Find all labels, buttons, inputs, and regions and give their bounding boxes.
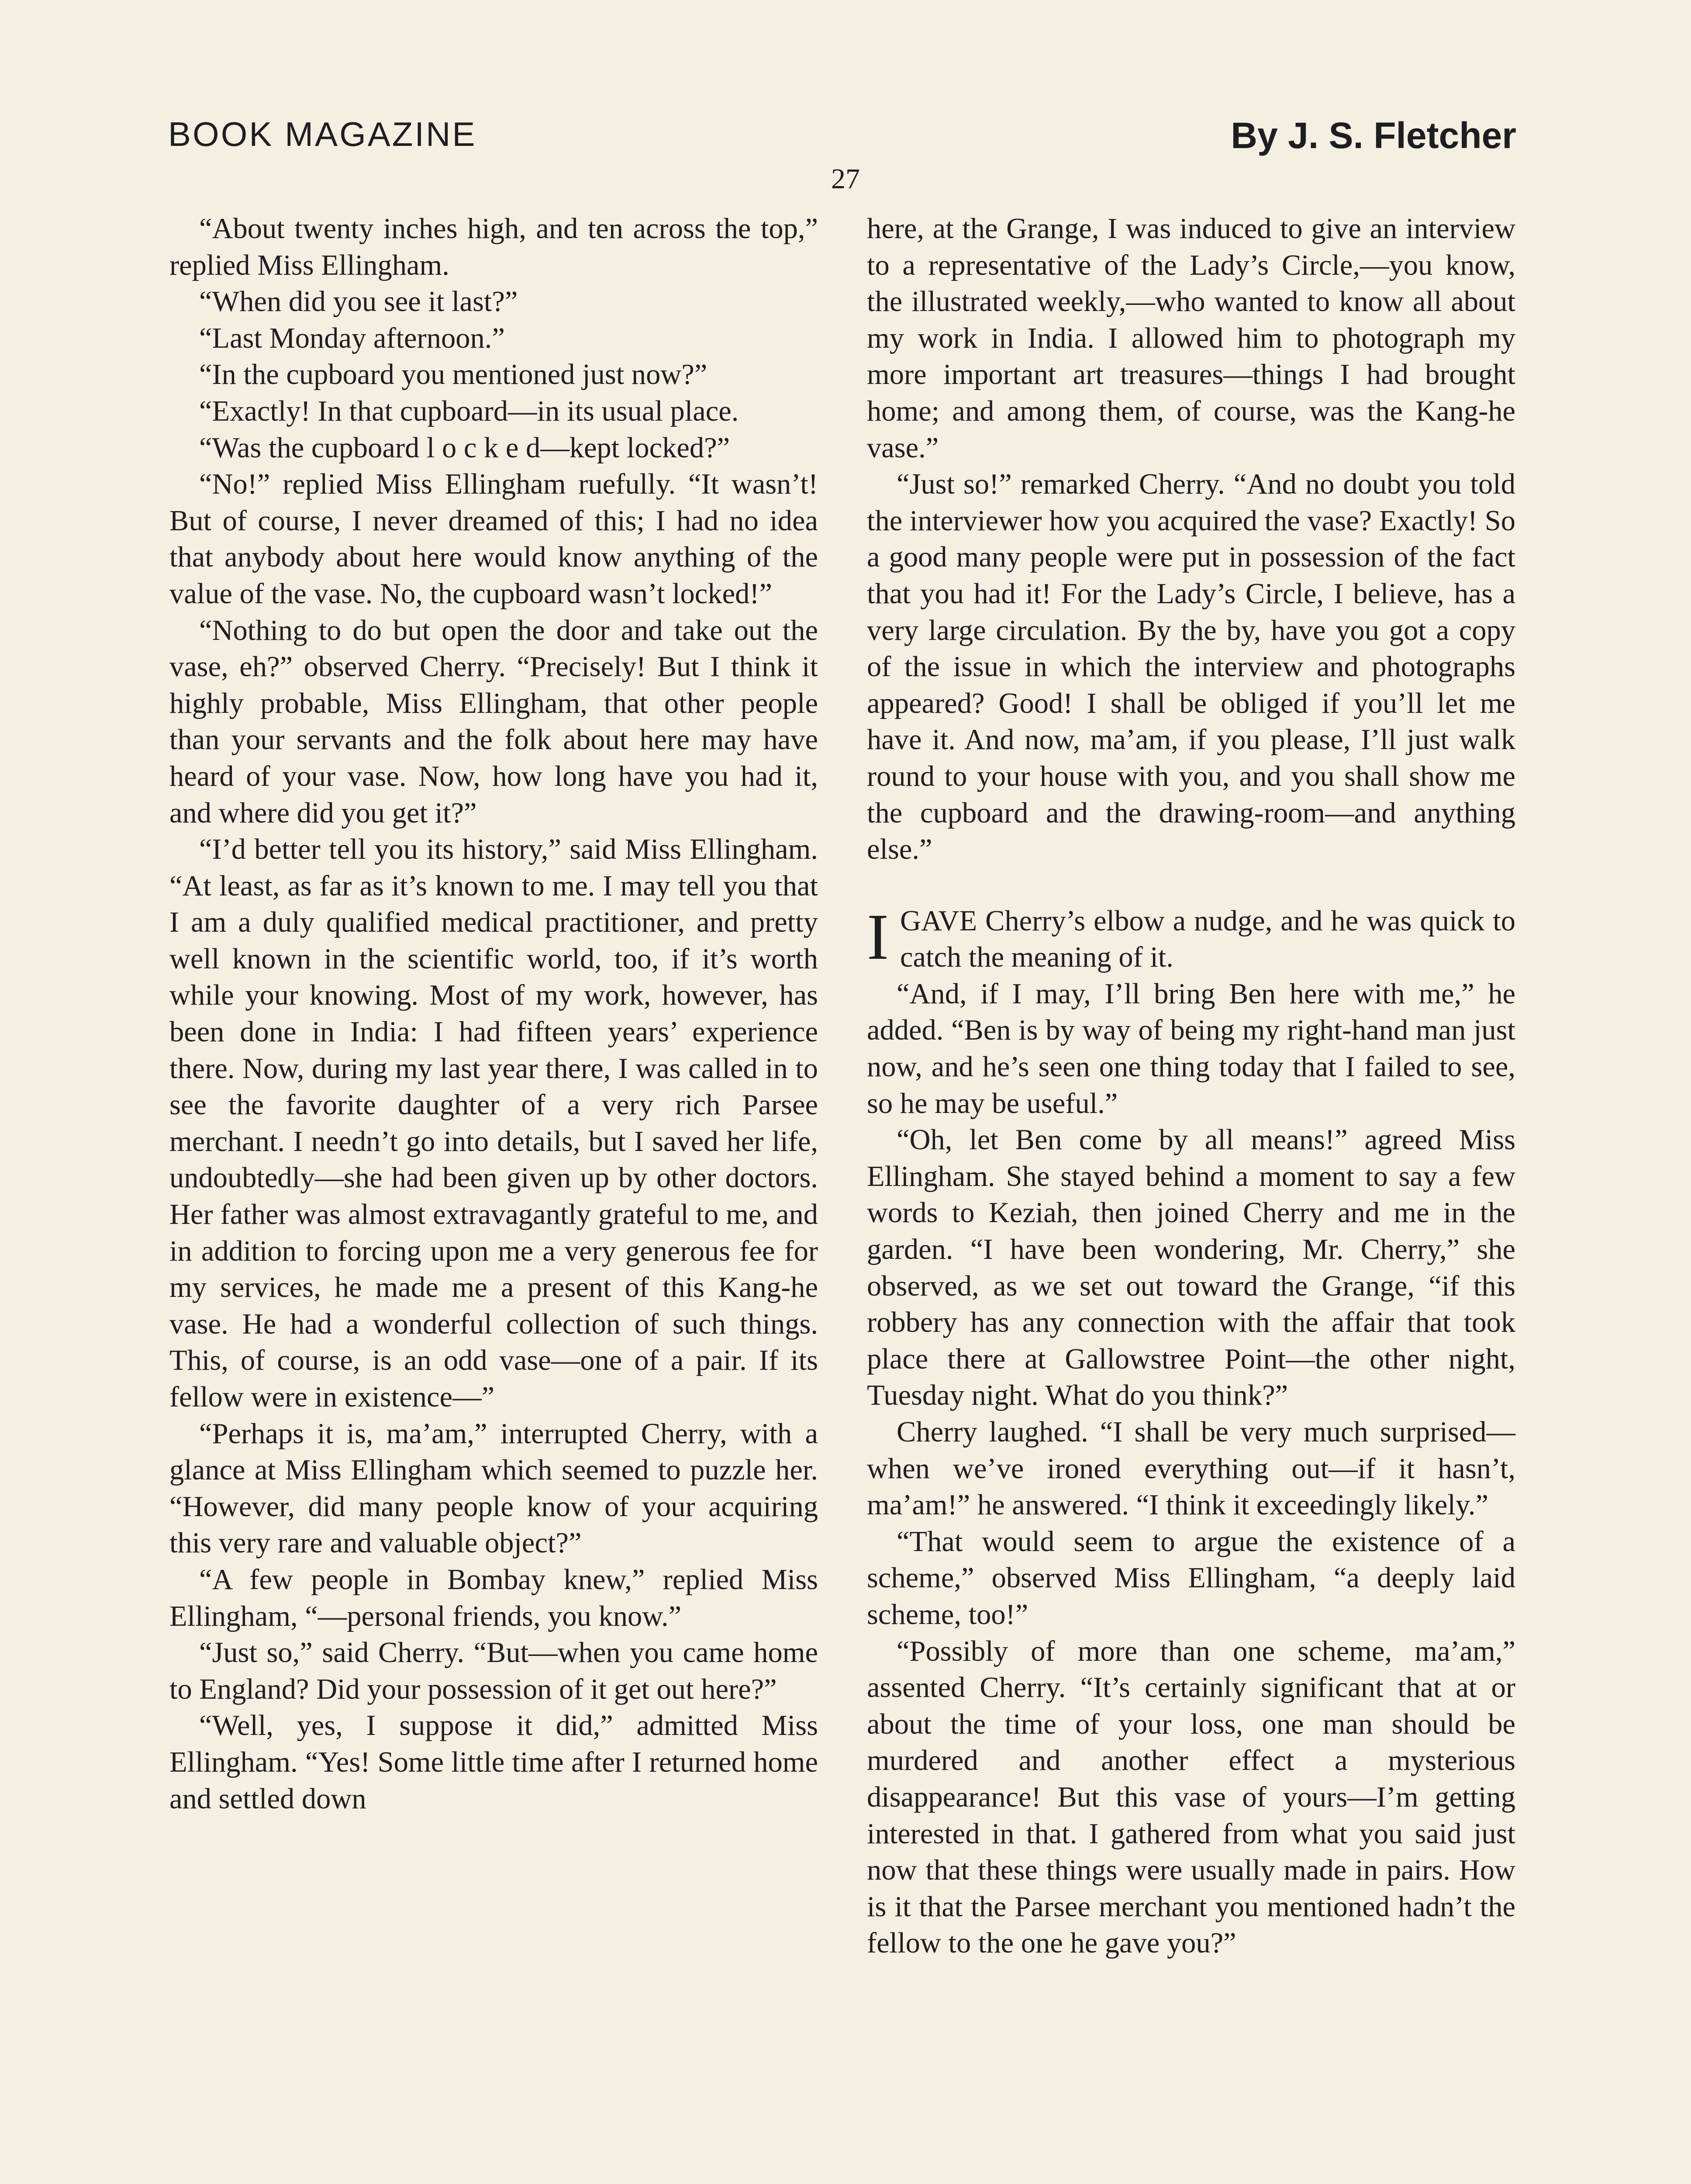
left-column bbox=[169, 211, 818, 1817]
paragraph: “Exactly! In that cupboard—in its usual place. bbox=[199, 395, 739, 427]
paragraph: here, at the Grange, I was induced to give an interview to a representative of the Lady’s Circle,—you know, the illustrated weekly,—who wanted to know all about my work in India. I allowed him to photograph my more important art treasures—things I had brought home; and among them, of course, was the Kang-he vase.” bbox=[867, 213, 1515, 464]
running-head-title: BOOK MAGAZINE bbox=[168, 115, 477, 153]
paragraph: “Last Monday afternoon.” bbox=[199, 322, 505, 354]
paragraph: “A few people in Bombay knew,” replied Miss Ellingham, “—personal friends, you know.” bbox=[169, 1563, 818, 1632]
running-head-author: By J. S. Fletcher bbox=[1231, 115, 1516, 156]
paragraph: “That would seem to argue the existence of a scheme,” observed Miss Ellingham, “a deeply laid scheme, too!” bbox=[867, 1525, 1515, 1631]
paragraph: “Was the cupboard l o c k e d—kept locked?” bbox=[199, 432, 730, 464]
paragraph: “Well, yes, I suppose it did,” admitted Miss Ellingham. “Yes! Some little time after I returned home and settled down bbox=[169, 1710, 818, 1815]
paragraph: “About twenty inches high, and ten across the top,” replied Miss Ellingham. bbox=[169, 213, 818, 281]
paragraph: “Possibly of more than one scheme, ma’am,” assented Cherry. “It’s certainly significant that at or about the time of your loss, one man should be murdered and another effect a mysterious disappearance! But this vase of yours—I’m getting interested in that. I gathered from what you said just now that these things were usually made in pairs. How is it that the Parsee merchant you mentioned hadn’t the fellow to the one he gave you?” bbox=[867, 1635, 1515, 1959]
right-column bbox=[867, 211, 1515, 1962]
section-start-paragraph bbox=[867, 900, 1515, 976]
paragraph: “Nothing to do but open the door and take out the vase, eh?” observed Cherry. “Precisely! But I think it highly probable, Miss Ellingham, that other people than your servants and the folk about here may have heard of your vase. Now, how long have you had it, and where did you get it?” bbox=[169, 614, 818, 829]
paragraph: “I’d better tell you its history,” said Miss Ellingham. “At least, as far as it’s known to me. I may tell you that I am a duly qualified medical practitioner, and pretty well known in the scientific world, too, if it’s worth while your knowing. Most of my work, however, has been done in India: I had fifteen years’ experience there. Now, during my last year there, I was called in to see the favorite daughter of a very rich Parsee merchant. I needn’t go into details, but I saved her life, undoubtedly—she had been given up by other doctors. Her father was almost extravagantly grateful to me, and in addition to forcing upon me a very generous fee for my services, he made me a present of this Kang-he vase. He had a wonderful collection of such things. This, of course, is an odd vase—one of a pair. If its fellow were in existence—” bbox=[169, 833, 818, 1413]
paragraph: “Oh, let Ben come by all means!” agreed Miss Ellingham. She stayed behind a moment to say a few words to Keziah, then joined Cherry and me in the garden. “I have been wondering, Mr. Cherry,” she observed, as we set out toward the Grange, “if this robbery has any connection with the affair that took place there at Gallowstree Point—the other night, Tuesday night. What do you think?” bbox=[867, 1124, 1515, 1412]
paragraph: Cherry laughed. “I shall be very much surprised—when we’ve ironed everything out—if it hasn’t, ma’am!” he answered. “I think it exceedingly likely.” bbox=[867, 1416, 1515, 1521]
paragraph: “In the cupboard you mentioned just now?” bbox=[199, 359, 707, 391]
paragraph: “When did you see it last?” bbox=[199, 286, 518, 318]
paragraph: “Just so,” said Cherry. “But—when you came home to England? Did your possession of it get out here?” bbox=[169, 1637, 818, 1705]
page-number: 27 bbox=[831, 163, 860, 195]
paragraph: “Perhaps it is, ma’am,” interrupted Cherry, with a glance at Miss Ellingham which seemed to puzzle her. “However, did many people know of your acquiring this very rare and valuable object?” bbox=[169, 1417, 818, 1559]
drop-cap: I bbox=[867, 900, 889, 973]
paragraph: “No!” replied Miss Ellingham ruefully. “It wasn’t! But of course, I never dreamed of this; I had no idea that anybody about here would know anything of the value of the vase. No, the cupboard wasn’t locked!” bbox=[169, 468, 818, 610]
paragraph: “Just so!” remarked Cherry. “And no doubt you told the interviewer how you acquired the vase? Exactly! So a good many people were put in possession of the fact that you had it! For the Lady’s Circle, I believe, has a very large circulation. By the by, have you got a copy of the issue in which the interview and photographs appeared? Good! I shall be obliged if you’ll let me have it. And now, ma’am, if you please, I’ll just walk round to your house with you, and you shall show me the cupboard and the drawing-room—and anything else.” bbox=[867, 468, 1515, 866]
paragraph: “And, if I may, I’ll bring Ben here with me,” he added. “Ben is by way of being my right-hand man just now, and he’s seen one thing today that I failed to see, so he may be useful.” bbox=[867, 978, 1515, 1120]
paragraph-text: GAVE Cherry’s elbow a nudge, and he was quick to catch the meaning of it. bbox=[900, 905, 1515, 974]
